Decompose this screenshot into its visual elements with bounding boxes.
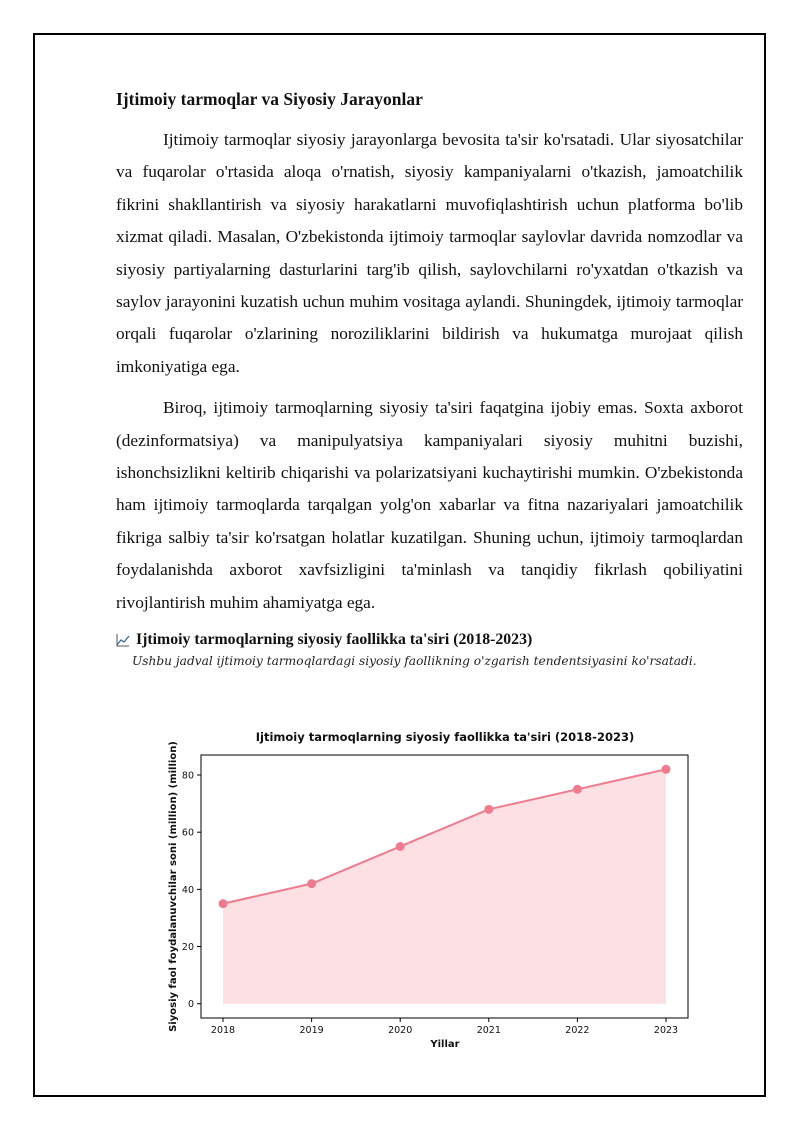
paragraph-2: Biroq, ijtimoiy tarmoqlarning siyosiy ta'siri faqatgina ijobiy emas. Soxta axborot (dezinformatsiya) va manipulyatsiya kampaniyalari siyosiy muhitni buzishi, ishonchsizlikni keltirib chiqarishi va polarizatsiyani kuchaytirishi mumkin. O'zbekistonda ham ijtimoiy tarmoqlarda tarqalgan yolg'on xabarlar va fitna nazariyalari jamoatchilik fikriga salbiy ta'sir ko'rsatgan holatlar kuzatilgan. Shuning uchun, ijtimoiy tarmoqlardan foydalanishda axborot xavfsizligini ta'minlash va tanqidiy fikrlash qobiliyatini rivojlantirish muhim ahamiyatga ega.: [116, 398, 743, 612]
x-tick-label: 2021: [476, 1025, 501, 1036]
x-tick-label: 2023: [653, 1025, 679, 1036]
x-tick-label: 2020: [388, 1025, 413, 1036]
chart-line-icon: [116, 633, 130, 647]
data-point: [396, 842, 404, 850]
y-tick-label: 80: [181, 770, 194, 782]
section-heading: Ijtimoiy tarmoqlar va Siyosiy Jarayonlar: [116, 89, 423, 109]
chart-area-fill: [223, 769, 666, 1003]
y-tick-label: 20: [181, 942, 194, 954]
data-point: [308, 880, 316, 888]
chart: [160, 725, 700, 1055]
x-tick-label: 2022: [565, 1025, 590, 1036]
chart-x-axis-label: Yillar: [430, 1039, 460, 1050]
chart-svg: [160, 725, 700, 1055]
data-point: [662, 765, 670, 773]
y-tick-label: 60: [181, 827, 194, 839]
figure-title: [116, 628, 743, 652]
chart-y-axis-label: Siyosiy faol foydalanuvchilar soni (million) (million): [168, 741, 179, 1032]
x-tick-label: 2019: [299, 1025, 324, 1036]
figure-caption: Ushbu jadval ijtimoiy tarmoqlardagi siyosiy faollikning o'zgarish tendentsiyasini ko'rsatadi.: [132, 654, 697, 669]
data-point: [485, 805, 493, 813]
paragraph-1: Ijtimoiy tarmoqlar siyosiy jarayonlarga bevosita ta'sir ko'rsatadi. Ular siyosatchilar va fuqarolar o'rtasida aloqa o'rnatish, siyosiy kampaniyalarni o'tkazish, jamoatchilik fikrini shakllantirish va siyosiy harakatlarni muvofiqlashtirish uchun platforma bo'lib xizmat qiladi. Masalan, O'zbekistonda ijtimoiy tarmoqlar saylovlar davrida nomzodlar va siyosiy partiyalarning dasturlarini targ'ib qilish, saylovchilarni ro'yxatdan o'tkazish va saylov jarayonini kuzatish uchun muhim vositaga aylandi. Shuningdek, ijtimoiy tarmoqlar orqali fuqarolar o'zlarining noroziliklarini bildirish va hukumatga murojaat qilish imkoniyatiga ega.: [116, 130, 743, 376]
data-point: [219, 900, 227, 908]
figure-title-text: Ijtimoiy tarmoqlarning siyosiy faollikka ta'siri (2018-2023): [136, 631, 533, 649]
document-body: [116, 86, 743, 668]
chart-title: Ijtimoiy tarmoqlarning siyosiy faollikka ta'siri (2018-2023): [255, 730, 635, 744]
data-point: [573, 785, 581, 793]
y-tick-label: 0: [187, 999, 194, 1011]
x-tick-label: 2018: [210, 1025, 236, 1036]
y-tick-label: 40: [181, 884, 194, 896]
